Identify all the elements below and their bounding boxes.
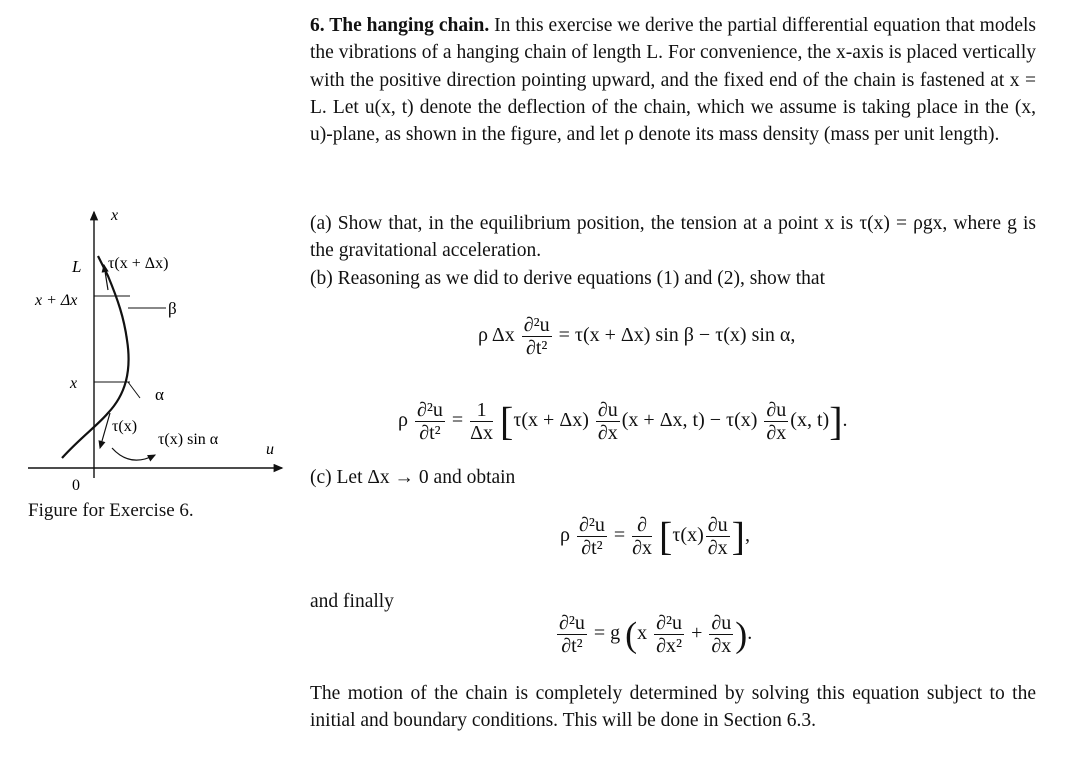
eq2-t1: τ(x + Δx) <box>513 409 589 432</box>
equation-3 <box>560 514 750 559</box>
eq3-d-frac <box>632 514 652 559</box>
eq2-bracket-close: ] <box>829 398 843 444</box>
L-label: L <box>72 257 82 276</box>
equation-1 <box>478 314 795 359</box>
eq2-end: . <box>842 409 848 432</box>
x-axis-label: x <box>111 207 119 224</box>
eq3-dx: ∂x <box>632 537 653 559</box>
eq3-tau: τ(x) <box>672 524 704 547</box>
tau-top-label: τ(x + Δx) <box>108 255 169 272</box>
part-c: (c) Let Δx → 0 and obtain <box>310 467 516 488</box>
eq1-num: ∂²u <box>523 314 550 336</box>
equation-2 <box>398 399 848 444</box>
eq2-dxs: ∂x <box>597 422 618 444</box>
eq4-n2: ∂²u <box>656 612 683 634</box>
eq2-lhs-frac <box>415 399 445 444</box>
eq4-first-frac <box>709 612 733 657</box>
equation-4 <box>555 612 752 657</box>
tau-sin-label: τ(x) sin α <box>158 431 219 448</box>
hanging-chain-figure <box>0 0 300 500</box>
eq4-n3: ∂u <box>711 612 732 634</box>
eq2-num: ∂²u <box>416 399 443 421</box>
eq3-end: , <box>744 524 750 547</box>
eq1-fraction <box>522 314 552 359</box>
x-plus-dx-label: x + Δx <box>35 292 78 309</box>
eq2-a1: (x + Δx, t) − τ(x) <box>621 409 758 432</box>
part-a: (a) Show that, in the equilibrium position, the tension at a point x is τ(x) = ρgx, where g is the gravitational acceleration. <box>310 213 1036 262</box>
and-finally: and finally <box>310 591 394 612</box>
exercise-intro <box>310 12 1036 148</box>
eq2-rho: ρ <box>398 409 408 432</box>
eq4-paren-close: ) <box>735 614 748 655</box>
eq2-den: ∂t² <box>419 422 441 444</box>
eq2-du: ∂u <box>597 399 618 421</box>
eq4-num: ∂²u <box>559 612 585 634</box>
eq1-den: ∂t² <box>525 337 548 359</box>
part-b: (b) Reasoning as we did to derive equations (1) and (2), show that <box>310 268 825 289</box>
eq2-a2: (x, t) <box>790 409 830 432</box>
eq3-bracket-close: ] <box>731 513 745 559</box>
eq3-den: ∂t² <box>581 537 603 559</box>
eq2-eq: = <box>451 409 464 432</box>
exercise-heading: 6. The hanging chain. <box>310 15 490 36</box>
eq3-d: ∂ <box>632 514 652 537</box>
eq2-du-frac-2 <box>764 399 788 444</box>
sin-component-arc <box>112 448 155 460</box>
eq4-eq: = g <box>593 622 621 645</box>
eq3-dxs: ∂x <box>707 537 728 559</box>
closing-paragraph: The motion of the chain is completely determined by solving this equation subject to the initial and boundary conditions. This will be done in Section 6.3. <box>310 683 1036 732</box>
eq4-den: ∂t² <box>561 635 583 657</box>
eq3-eq: = <box>613 524 626 547</box>
eq2-bracket-open: [ <box>500 398 514 444</box>
alpha-angle-ray <box>128 382 140 398</box>
eq3-bracket-open: [ <box>659 513 673 559</box>
eq3-du-frac <box>706 514 730 559</box>
eq3-rho: ρ <box>560 524 570 547</box>
eq1-rhs: = τ(x + Δx) sin β − τ(x) sin α, <box>558 324 796 347</box>
eq3-lhs-frac <box>577 514 607 559</box>
eq2-one: 1 <box>470 399 493 422</box>
eq4-d3: ∂x <box>711 635 732 657</box>
eq4-end: . <box>747 622 753 645</box>
intro-text: In this exercise we derive the partial differential equation that models the vibrations of a hanging chain of length L. For convenience, the x-axis is placed vertically with the positive direction pointing upward, and the fixed end of the chain is fastened at x = L. Let u(x, t) denote the deflection of the chain, which we assume is taking place in the (x, u)-plane, as shown in the figure, and let ρ denote its mass density (mass per unit length). <box>310 15 1037 146</box>
figure-caption: Figure for Exercise 6. <box>28 500 194 521</box>
eq3-du: ∂u <box>707 514 728 536</box>
eq4-paren-open: ( <box>625 614 638 655</box>
eq4-plus: + <box>691 622 703 645</box>
eq4-second-frac <box>654 612 684 657</box>
eq4-lhs-frac <box>557 612 587 657</box>
x-label: x <box>70 375 78 392</box>
origin-label: 0 <box>72 477 80 494</box>
tau-x-label: τ(x) <box>112 418 138 435</box>
eq2-dxs-2: ∂x <box>766 422 787 444</box>
eq2-du-frac <box>596 399 620 444</box>
eq2-one-over-dx <box>470 399 493 444</box>
u-axis-label: u <box>266 441 274 458</box>
eq2-dx: Δx <box>470 422 494 444</box>
eq3-num: ∂²u <box>578 514 605 536</box>
tension-bottom-arrow <box>100 413 110 448</box>
beta-label: β <box>168 299 177 318</box>
eq4-x: x <box>637 622 648 645</box>
eq2-du-2: ∂u <box>766 399 787 421</box>
eq4-d2: ∂x² <box>656 635 683 657</box>
eq1-lhs: ρ Δx <box>478 324 515 347</box>
alpha-label: α <box>155 385 164 404</box>
